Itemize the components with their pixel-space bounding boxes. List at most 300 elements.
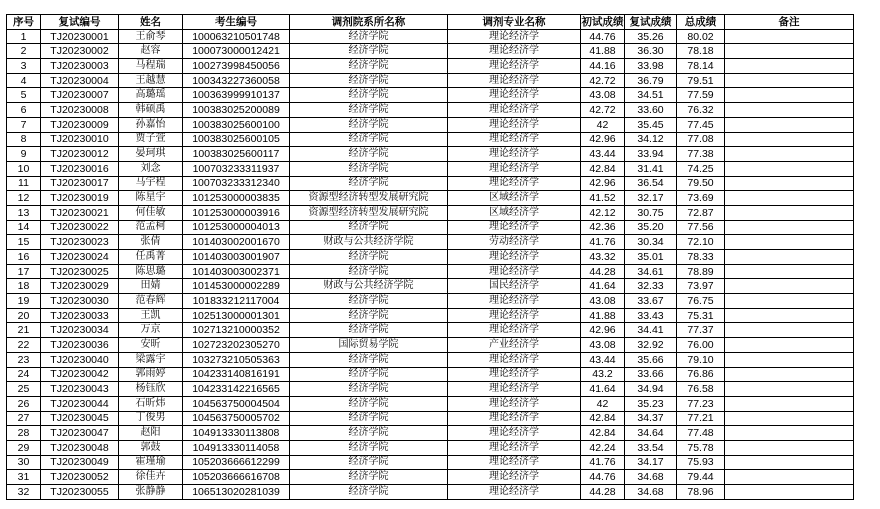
cell-candidate-id: 101253000004013 xyxy=(183,220,290,235)
cell-department: 经济学院 xyxy=(290,176,448,191)
cell-retest-score: 34.68 xyxy=(625,485,677,500)
cell-department: 经济学院 xyxy=(290,117,448,132)
cell-seq: 10 xyxy=(7,161,41,176)
cell-candidate-id: 102713210000352 xyxy=(183,323,290,338)
cell-department: 经济学院 xyxy=(290,59,448,74)
cell-department: 经济学院 xyxy=(290,470,448,485)
cell-name: 任禹菁 xyxy=(119,250,183,265)
header-total-score: 总成绩 xyxy=(677,15,725,30)
cell-department: 经济学院 xyxy=(290,396,448,411)
cell-remarks xyxy=(725,132,854,147)
cell-major: 理论经济学 xyxy=(448,132,581,147)
cell-major: 理论经济学 xyxy=(448,382,581,397)
cell-seq: 13 xyxy=(7,205,41,220)
cell-remarks xyxy=(725,264,854,279)
cell-retest-id: TJ20230001 xyxy=(41,29,119,44)
cell-total-score: 74.25 xyxy=(677,161,725,176)
cell-major: 理论经济学 xyxy=(448,294,581,309)
cell-initial-score: 41.76 xyxy=(581,235,625,250)
cell-name: 丁俊男 xyxy=(119,411,183,426)
cell-candidate-id: 104233140816191 xyxy=(183,367,290,382)
cell-candidate-id: 101403002001670 xyxy=(183,235,290,250)
cell-candidate-id: 100343227360058 xyxy=(183,73,290,88)
cell-name: 徐佳卉 xyxy=(119,470,183,485)
cell-total-score: 73.69 xyxy=(677,191,725,206)
cell-initial-score: 42.96 xyxy=(581,132,625,147)
cell-seq: 15 xyxy=(7,235,41,250)
cell-total-score: 78.33 xyxy=(677,250,725,265)
cell-department: 经济学院 xyxy=(290,308,448,323)
cell-remarks xyxy=(725,29,854,44)
cell-major: 产业经济学 xyxy=(448,338,581,353)
cell-remarks xyxy=(725,147,854,162)
table-row xyxy=(7,382,854,397)
cell-initial-score: 41.88 xyxy=(581,308,625,323)
table-row xyxy=(7,147,854,162)
cell-name: 田婧 xyxy=(119,279,183,294)
cell-remarks xyxy=(725,470,854,485)
cell-retest-id: TJ20230043 xyxy=(41,382,119,397)
cell-retest-id: TJ20230007 xyxy=(41,88,119,103)
cell-retest-score: 33.54 xyxy=(625,440,677,455)
cell-major: 理论经济学 xyxy=(448,59,581,74)
cell-candidate-id: 100363999910137 xyxy=(183,88,290,103)
cell-name: 孙嘉怡 xyxy=(119,117,183,132)
cell-retest-score: 33.94 xyxy=(625,147,677,162)
cell-retest-id: TJ20230016 xyxy=(41,161,119,176)
cell-seq: 19 xyxy=(7,294,41,309)
cell-remarks xyxy=(725,103,854,118)
cell-retest-score: 34.94 xyxy=(625,382,677,397)
cell-seq: 30 xyxy=(7,455,41,470)
cell-major: 理论经济学 xyxy=(448,367,581,382)
cell-seq: 29 xyxy=(7,440,41,455)
cell-retest-score: 31.41 xyxy=(625,161,677,176)
cell-name: 范孟柯 xyxy=(119,220,183,235)
cell-candidate-id: 100703233312340 xyxy=(183,176,290,191)
cell-department: 经济学院 xyxy=(290,352,448,367)
cell-seq: 9 xyxy=(7,147,41,162)
cell-seq: 21 xyxy=(7,323,41,338)
cell-candidate-id: 102513000001301 xyxy=(183,308,290,323)
cell-retest-id: TJ20230055 xyxy=(41,485,119,500)
cell-department: 资源型经济转型发展研究院 xyxy=(290,191,448,206)
cell-initial-score: 42.96 xyxy=(581,323,625,338)
cell-seq: 14 xyxy=(7,220,41,235)
cell-remarks xyxy=(725,308,854,323)
cell-retest-id: TJ20230044 xyxy=(41,396,119,411)
cell-retest-score: 34.12 xyxy=(625,132,677,147)
cell-candidate-id: 104233142216565 xyxy=(183,382,290,397)
cell-total-score: 77.48 xyxy=(677,426,725,441)
cell-candidate-id: 104913330113808 xyxy=(183,426,290,441)
cell-candidate-id: 103273210505363 xyxy=(183,352,290,367)
cell-retest-score: 33.98 xyxy=(625,59,677,74)
cell-department: 经济学院 xyxy=(290,294,448,309)
cell-department: 经济学院 xyxy=(290,132,448,147)
table-row xyxy=(7,161,854,176)
cell-initial-score: 43.08 xyxy=(581,88,625,103)
cell-retest-score: 33.66 xyxy=(625,367,677,382)
cell-total-score: 76.00 xyxy=(677,338,725,353)
cell-name: 陈星宇 xyxy=(119,191,183,206)
cell-total-score: 76.32 xyxy=(677,103,725,118)
table-row xyxy=(7,426,854,441)
cell-major: 理论经济学 xyxy=(448,440,581,455)
cell-seq: 22 xyxy=(7,338,41,353)
cell-name: 何佳敏 xyxy=(119,205,183,220)
header-remarks: 备注 xyxy=(725,15,854,30)
cell-name: 刘念 xyxy=(119,161,183,176)
cell-initial-score: 41.64 xyxy=(581,382,625,397)
table-row xyxy=(7,220,854,235)
cell-candidate-id: 100383025600100 xyxy=(183,117,290,132)
cell-retest-score: 34.64 xyxy=(625,426,677,441)
cell-major: 理论经济学 xyxy=(448,485,581,500)
cell-initial-score: 42.84 xyxy=(581,411,625,426)
cell-department: 经济学院 xyxy=(290,455,448,470)
cell-retest-score: 35.20 xyxy=(625,220,677,235)
header-retest-score: 复试成绩 xyxy=(625,15,677,30)
cell-initial-score: 41.88 xyxy=(581,44,625,59)
cell-initial-score: 41.52 xyxy=(581,191,625,206)
cell-major: 理论经济学 xyxy=(448,411,581,426)
table-row xyxy=(7,367,854,382)
cell-department: 经济学院 xyxy=(290,88,448,103)
cell-retest-id: TJ20230010 xyxy=(41,132,119,147)
cell-remarks xyxy=(725,440,854,455)
cell-remarks xyxy=(725,161,854,176)
cell-remarks xyxy=(725,367,854,382)
cell-total-score: 77.08 xyxy=(677,132,725,147)
cell-remarks xyxy=(725,396,854,411)
cell-candidate-id: 101833212117004 xyxy=(183,294,290,309)
header-major: 调剂专业名称 xyxy=(448,15,581,30)
cell-candidate-id: 106513020281039 xyxy=(183,485,290,500)
cell-major: 理论经济学 xyxy=(448,352,581,367)
cell-major: 理论经济学 xyxy=(448,44,581,59)
cell-major: 理论经济学 xyxy=(448,470,581,485)
cell-total-score: 79.10 xyxy=(677,352,725,367)
cell-retest-id: TJ20230023 xyxy=(41,235,119,250)
cell-seq: 3 xyxy=(7,59,41,74)
cell-major: 国民经济学 xyxy=(448,279,581,294)
cell-seq: 1 xyxy=(7,29,41,44)
cell-department: 经济学院 xyxy=(290,440,448,455)
cell-remarks xyxy=(725,485,854,500)
cell-remarks xyxy=(725,59,854,74)
cell-retest-id: TJ20230009 xyxy=(41,117,119,132)
cell-total-score: 78.89 xyxy=(677,264,725,279)
cell-department: 经济学院 xyxy=(290,264,448,279)
cell-retest-id: TJ20230040 xyxy=(41,352,119,367)
cell-initial-score: 42 xyxy=(581,396,625,411)
cell-candidate-id: 101253000003835 xyxy=(183,191,290,206)
score-table xyxy=(6,14,854,500)
cell-retest-id: TJ20230034 xyxy=(41,323,119,338)
cell-seq: 28 xyxy=(7,426,41,441)
cell-major: 理论经济学 xyxy=(448,396,581,411)
cell-seq: 2 xyxy=(7,44,41,59)
cell-initial-score: 42.84 xyxy=(581,161,625,176)
cell-candidate-id: 105203666612299 xyxy=(183,455,290,470)
cell-candidate-id: 100703233311937 xyxy=(183,161,290,176)
cell-retest-score: 30.75 xyxy=(625,205,677,220)
cell-department: 经济学院 xyxy=(290,411,448,426)
cell-seq: 8 xyxy=(7,132,41,147)
cell-total-score: 77.21 xyxy=(677,411,725,426)
cell-retest-score: 36.79 xyxy=(625,73,677,88)
cell-department: 经济学院 xyxy=(290,323,448,338)
cell-total-score: 78.96 xyxy=(677,485,725,500)
cell-seq: 31 xyxy=(7,470,41,485)
cell-name: 张静静 xyxy=(119,485,183,500)
cell-retest-id: TJ20230025 xyxy=(41,264,119,279)
cell-name: 韩硕禹 xyxy=(119,103,183,118)
cell-initial-score: 41.64 xyxy=(581,279,625,294)
cell-seq: 26 xyxy=(7,396,41,411)
cell-department: 经济学院 xyxy=(290,103,448,118)
cell-initial-score: 42 xyxy=(581,117,625,132)
cell-retest-id: TJ20230004 xyxy=(41,73,119,88)
cell-total-score: 77.45 xyxy=(677,117,725,132)
cell-total-score: 78.18 xyxy=(677,44,725,59)
cell-major: 理论经济学 xyxy=(448,264,581,279)
cell-candidate-id: 100273998450056 xyxy=(183,59,290,74)
cell-initial-score: 44.16 xyxy=(581,59,625,74)
cell-major: 理论经济学 xyxy=(448,103,581,118)
table-row xyxy=(7,308,854,323)
cell-retest-score: 30.34 xyxy=(625,235,677,250)
cell-name: 杨钰欣 xyxy=(119,382,183,397)
cell-retest-score: 34.61 xyxy=(625,264,677,279)
table-row xyxy=(7,132,854,147)
table-row xyxy=(7,235,854,250)
table-row xyxy=(7,485,854,500)
cell-candidate-id: 100073000012421 xyxy=(183,44,290,59)
cell-retest-score: 32.17 xyxy=(625,191,677,206)
cell-seq: 32 xyxy=(7,485,41,500)
table-row xyxy=(7,411,854,426)
cell-name: 郭雨婷 xyxy=(119,367,183,382)
cell-candidate-id: 100063210501748 xyxy=(183,29,290,44)
cell-candidate-id: 104913330114058 xyxy=(183,440,290,455)
cell-initial-score: 44.76 xyxy=(581,470,625,485)
cell-initial-score: 41.76 xyxy=(581,455,625,470)
cell-name: 万京 xyxy=(119,323,183,338)
cell-name: 陈思璐 xyxy=(119,264,183,279)
header-initial-score: 初试成绩 xyxy=(581,15,624,28)
table-row xyxy=(7,44,854,59)
cell-name: 晏珂琪 xyxy=(119,147,183,162)
cell-name: 王越慧 xyxy=(119,73,183,88)
table-row xyxy=(7,250,854,265)
cell-remarks xyxy=(725,220,854,235)
cell-remarks xyxy=(725,338,854,353)
cell-seq: 25 xyxy=(7,382,41,397)
cell-retest-id: TJ20230047 xyxy=(41,426,119,441)
cell-remarks xyxy=(725,382,854,397)
cell-retest-score: 34.51 xyxy=(625,88,677,103)
cell-seq: 7 xyxy=(7,117,41,132)
cell-name: 贾子萱 xyxy=(119,132,183,147)
cell-total-score: 77.56 xyxy=(677,220,725,235)
cell-retest-id: TJ20230024 xyxy=(41,250,119,265)
cell-seq: 24 xyxy=(7,367,41,382)
header-name: 姓名 xyxy=(119,15,183,30)
cell-name: 梁露宇 xyxy=(119,352,183,367)
cell-name: 石昕炜 xyxy=(119,396,183,411)
table-row xyxy=(7,440,854,455)
cell-remarks xyxy=(725,250,854,265)
cell-major: 理论经济学 xyxy=(448,176,581,191)
cell-remarks xyxy=(725,205,854,220)
cell-retest-id: TJ20230052 xyxy=(41,470,119,485)
cell-major: 理论经济学 xyxy=(448,426,581,441)
cell-initial-score: 42.84 xyxy=(581,426,625,441)
cell-initial-score: 42.72 xyxy=(581,103,625,118)
cell-name: 赵容 xyxy=(119,44,183,59)
cell-retest-id: TJ20230021 xyxy=(41,205,119,220)
cell-initial-score: 43.44 xyxy=(581,352,625,367)
cell-retest-id: TJ20230048 xyxy=(41,440,119,455)
cell-retest-id: TJ20230012 xyxy=(41,147,119,162)
cell-retest-id: TJ20230045 xyxy=(41,411,119,426)
cell-candidate-id: 104563750004504 xyxy=(183,396,290,411)
cell-candidate-id: 101403003002371 xyxy=(183,264,290,279)
cell-initial-score: 42.72 xyxy=(581,73,625,88)
cell-department: 经济学院 xyxy=(290,147,448,162)
cell-total-score: 80.02 xyxy=(677,29,725,44)
cell-department: 资源型经济转型发展研究院 xyxy=(290,205,448,220)
cell-department: 经济学院 xyxy=(290,485,448,500)
cell-seq: 23 xyxy=(7,352,41,367)
cell-initial-score: 43.32 xyxy=(581,250,625,265)
cell-initial-score: 44.28 xyxy=(581,264,625,279)
cell-total-score: 77.23 xyxy=(677,396,725,411)
cell-retest-score: 36.54 xyxy=(625,176,677,191)
cell-initial-score: 42.96 xyxy=(581,176,625,191)
cell-candidate-id: 105203666616708 xyxy=(183,470,290,485)
header-department: 调剂院系所名称 xyxy=(290,15,448,30)
header-seq: 序号 xyxy=(7,15,41,30)
cell-name: 范春辉 xyxy=(119,294,183,309)
cell-retest-id: TJ20230042 xyxy=(41,367,119,382)
cell-remarks xyxy=(725,88,854,103)
cell-initial-score: 44.76 xyxy=(581,29,625,44)
cell-remarks xyxy=(725,176,854,191)
cell-major: 理论经济学 xyxy=(448,250,581,265)
cell-name: 郭鼓 xyxy=(119,440,183,455)
cell-major: 理论经济学 xyxy=(448,308,581,323)
cell-retest-id: TJ20230008 xyxy=(41,103,119,118)
cell-total-score: 79.44 xyxy=(677,470,725,485)
table-row xyxy=(7,323,854,338)
cell-name: 马程瑞 xyxy=(119,59,183,74)
cell-department: 经济学院 xyxy=(290,426,448,441)
header-row xyxy=(7,15,854,30)
cell-major: 区域经济学 xyxy=(448,191,581,206)
cell-candidate-id: 100383025200089 xyxy=(183,103,290,118)
cell-remarks xyxy=(725,279,854,294)
cell-retest-id: TJ20230017 xyxy=(41,176,119,191)
cell-total-score: 79.50 xyxy=(677,176,725,191)
cell-total-score: 77.38 xyxy=(677,147,725,162)
cell-remarks xyxy=(725,323,854,338)
cell-retest-score: 36.30 xyxy=(625,44,677,59)
cell-total-score: 75.78 xyxy=(677,440,725,455)
cell-total-score: 78.14 xyxy=(677,59,725,74)
cell-retest-score: 34.68 xyxy=(625,470,677,485)
table-row xyxy=(7,470,854,485)
cell-total-score: 75.31 xyxy=(677,308,725,323)
cell-major: 理论经济学 xyxy=(448,161,581,176)
cell-seq: 6 xyxy=(7,103,41,118)
cell-total-score: 77.59 xyxy=(677,88,725,103)
cell-total-score: 76.75 xyxy=(677,294,725,309)
cell-candidate-id: 100383025600117 xyxy=(183,147,290,162)
cell-initial-score: 42.36 xyxy=(581,220,625,235)
cell-initial-score: 43.44 xyxy=(581,147,625,162)
cell-major: 理论经济学 xyxy=(448,455,581,470)
header-retest-id: 复试编号 xyxy=(41,15,119,30)
cell-remarks xyxy=(725,235,854,250)
cell-retest-id: TJ20230022 xyxy=(41,220,119,235)
cell-retest-score: 33.60 xyxy=(625,103,677,118)
cell-seq: 18 xyxy=(7,279,41,294)
table-row xyxy=(7,294,854,309)
cell-total-score: 76.86 xyxy=(677,367,725,382)
table-row xyxy=(7,455,854,470)
cell-major: 理论经济学 xyxy=(448,29,581,44)
cell-retest-id: TJ20230030 xyxy=(41,294,119,309)
cell-department: 国际贸易学院 xyxy=(290,338,448,353)
cell-retest-score: 35.01 xyxy=(625,250,677,265)
table-row xyxy=(7,88,854,103)
header-candidate-id: 考生编号 xyxy=(183,15,290,30)
cell-total-score: 75.93 xyxy=(677,455,725,470)
table-row xyxy=(7,396,854,411)
table-row xyxy=(7,264,854,279)
cell-seq: 12 xyxy=(7,191,41,206)
table-row xyxy=(7,338,854,353)
cell-department: 财政与公共经济学院 xyxy=(290,235,448,250)
cell-retest-id: TJ20230003 xyxy=(41,59,119,74)
cell-total-score: 72.10 xyxy=(677,235,725,250)
cell-retest-score: 35.23 xyxy=(625,396,677,411)
cell-retest-score: 34.41 xyxy=(625,323,677,338)
cell-seq: 27 xyxy=(7,411,41,426)
cell-retest-score: 34.17 xyxy=(625,455,677,470)
cell-retest-score: 32.33 xyxy=(625,279,677,294)
cell-candidate-id: 101453000002289 xyxy=(183,279,290,294)
cell-retest-score: 33.43 xyxy=(625,308,677,323)
table-row xyxy=(7,191,854,206)
cell-candidate-id: 101403003001907 xyxy=(183,250,290,265)
cell-department: 经济学院 xyxy=(290,367,448,382)
table-row xyxy=(7,176,854,191)
cell-seq: 11 xyxy=(7,176,41,191)
cell-department: 经济学院 xyxy=(290,220,448,235)
cell-seq: 17 xyxy=(7,264,41,279)
cell-name: 高璐瑶 xyxy=(119,88,183,103)
cell-major: 理论经济学 xyxy=(448,147,581,162)
cell-remarks xyxy=(725,426,854,441)
cell-candidate-id: 104563750005702 xyxy=(183,411,290,426)
cell-major: 理论经济学 xyxy=(448,323,581,338)
cell-seq: 5 xyxy=(7,88,41,103)
cell-remarks xyxy=(725,44,854,59)
